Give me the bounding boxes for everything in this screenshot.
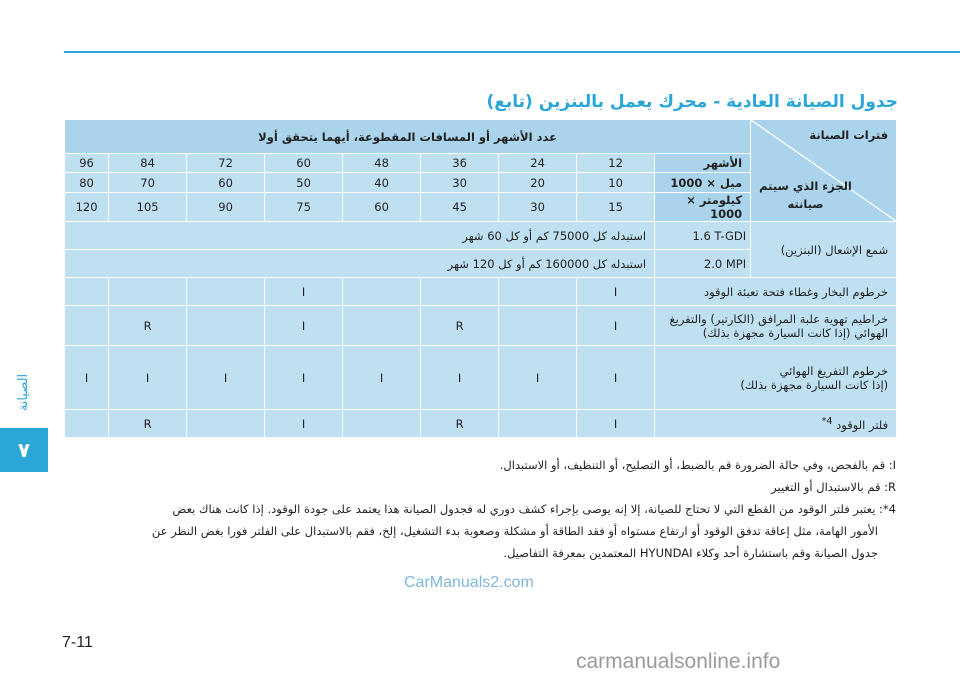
km-value: 45	[421, 193, 499, 222]
months-value: 72	[187, 154, 265, 173]
footnote: R: قم بالاستبدال أو التغيير	[771, 480, 896, 494]
table-cell	[343, 410, 421, 438]
km-value: 90	[187, 193, 265, 222]
top-rule	[64, 51, 960, 53]
section-number-tab: ٧	[0, 428, 48, 472]
row-label: خرطوم التفريغ الهوائي (إذا كانت السيارة مجهزة بذلك)	[655, 346, 897, 410]
part-label: الجزء الذي سيتم صيانته	[759, 179, 852, 211]
table-cell: R	[421, 306, 499, 346]
miles-label: ميل × 1000	[655, 173, 751, 193]
page-number: 7-11	[62, 634, 93, 651]
km-value: 120	[65, 193, 109, 222]
table-cell: I	[577, 346, 655, 410]
table-cell: I	[421, 346, 499, 410]
table-cell: I	[65, 346, 109, 410]
km-value: 75	[265, 193, 343, 222]
table-cell: I	[577, 278, 655, 306]
table-cell: I	[187, 346, 265, 410]
months-value: 24	[499, 154, 577, 173]
months-value: 12	[577, 154, 655, 173]
header-note: عدد الأشهر أو المسافات المقطوعة، أيهما يتحقق أولا	[65, 120, 751, 154]
table-cell: I	[343, 346, 421, 410]
engine-1: 1.6 T-GDI	[655, 222, 751, 250]
km-value: 30	[499, 193, 577, 222]
row-label: فلتر الوقود $^{4*}$	[655, 410, 897, 438]
footnotes	[64, 454, 896, 564]
months-value: 48	[343, 154, 421, 173]
table-cell: I	[577, 410, 655, 438]
table-cell	[187, 410, 265, 438]
table-cell: I	[499, 346, 577, 410]
footnote: I: قم بالفحص، وفي حالة الضرورة قم بالضبط، أو التصليح، أو التنظيف، أو الاستبدال.	[499, 458, 896, 472]
table-cell	[499, 410, 577, 438]
km-value: 60	[343, 193, 421, 222]
miles-value: 20	[499, 173, 577, 193]
km-value: 105	[109, 193, 187, 222]
km-label: كيلومتر × 1000	[655, 193, 751, 222]
engine-2: 2.0 MPI	[655, 250, 751, 278]
footer-site: carmanualsonline.info	[576, 650, 781, 673]
miles-value: 10	[577, 173, 655, 193]
months-value: 84	[109, 154, 187, 173]
table-cell	[343, 306, 421, 346]
table-cell	[187, 278, 265, 306]
table-cell: R	[421, 410, 499, 438]
table-cell	[187, 306, 265, 346]
interval-header-cell	[751, 120, 897, 222]
row-label: خرطوم البخار وغطاء فتحة تعبئة الوقود	[655, 278, 897, 306]
spark-plug-label: شمع الإشعال (البنزين)	[751, 222, 897, 278]
table-cell: I	[265, 306, 343, 346]
km-value: 15	[577, 193, 655, 222]
table-cell	[499, 278, 577, 306]
miles-value: 80	[65, 173, 109, 193]
months-value: 36	[421, 154, 499, 173]
table-cell	[343, 278, 421, 306]
interval-label: فترات الصيانة	[809, 128, 889, 142]
table-cell	[499, 306, 577, 346]
miles-value: 40	[343, 173, 421, 193]
miles-value: 70	[109, 173, 187, 193]
table-cell	[65, 410, 109, 438]
miles-value: 50	[265, 173, 343, 193]
table-cell: I	[265, 346, 343, 410]
section-label: الصيانة	[16, 373, 32, 411]
engine-2-interval: استبدله كل 160000 كم أو كل 120 شهر	[65, 250, 655, 278]
months-label: الأشهر	[655, 154, 751, 173]
table-cell: I	[265, 410, 343, 438]
table-cell: I	[265, 278, 343, 306]
table-cell: I	[109, 346, 187, 410]
table-cell: I	[577, 306, 655, 346]
footnote: الأمور الهامة، مثل إعاقة تدفق الوقود أو ارتفاع مستواه أو فقد الطاقة أو مشكلة وصعوبة بدء التشغيل، إلخ، فقم بالاستبدال على الفلتر فورا بغض النظر عن	[151, 524, 878, 538]
table-cell: R	[109, 306, 187, 346]
table-cell	[421, 278, 499, 306]
months-value: 96	[65, 154, 109, 173]
watermark: CarManuals2.com	[404, 574, 534, 591]
page-title: جدول الصيانة العادية - محرك يعمل بالبنزين (تابع)	[486, 92, 898, 112]
engine-1-interval: استبدله كل 75000 كم أو كل 60 شهر	[65, 222, 655, 250]
row-label: خراطيم تهوية علبة المرافق (الكارتير) والتفريغ الهوائي (إذا كانت السيارة مجهزة بذلك)	[655, 306, 897, 346]
months-value: 60	[265, 154, 343, 173]
footnote: 4*: يعتبر فلتر الوقود من القطع التي لا تحتاج للصيانة، إلا إنه يوصى بإجراء كشف دوري له فجدول الصيانة هذا يعتمد على جودة الوقود. إذا كانت هناك بعض	[172, 502, 896, 516]
footnote: جدول الصيانة وقم باستشارة أحد وكلاء HYUNDAI المعتمدين بمعرفة التفاصيل.	[503, 546, 878, 560]
table-cell: R	[109, 410, 187, 438]
table-cell	[65, 278, 109, 306]
miles-value: 30	[421, 173, 499, 193]
maintenance-table	[64, 119, 897, 438]
table-cell	[109, 278, 187, 306]
table-cell	[65, 306, 109, 346]
miles-value: 60	[187, 173, 265, 193]
